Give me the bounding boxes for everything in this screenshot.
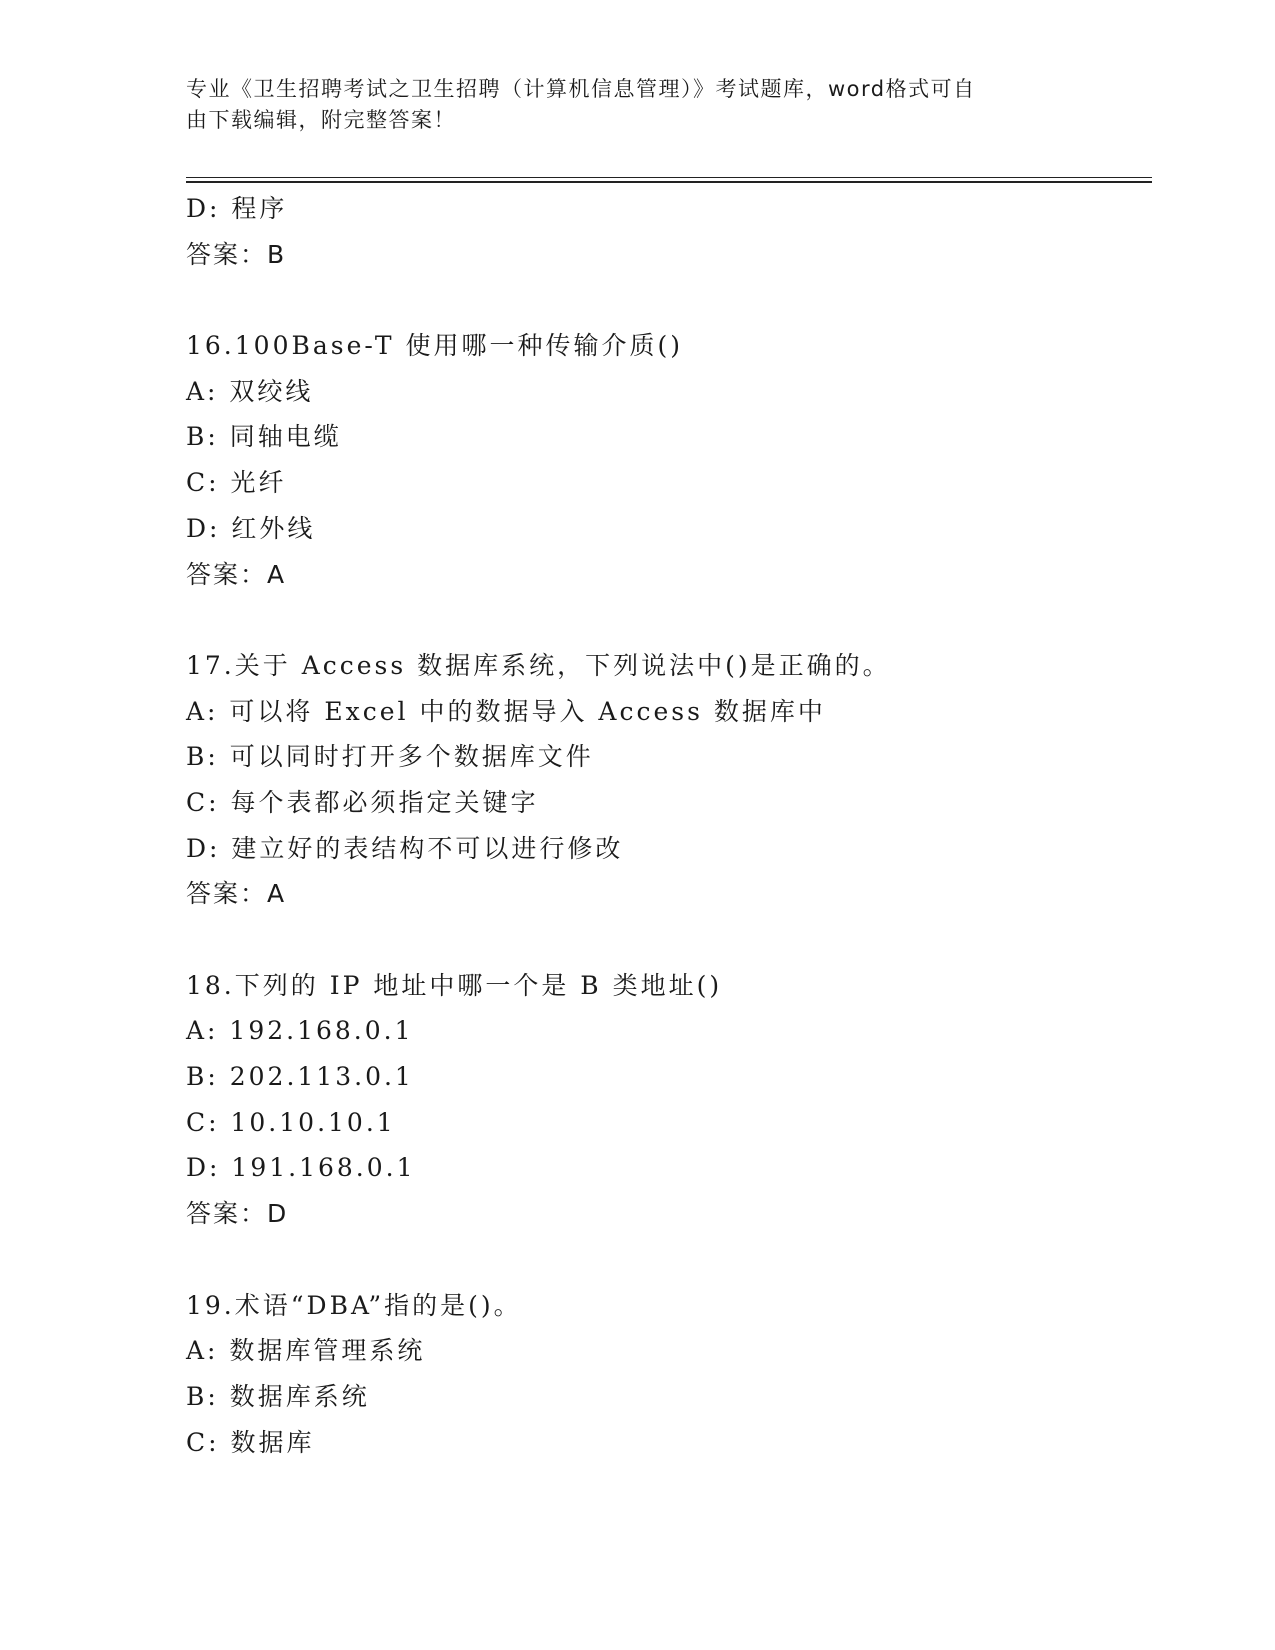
option-a: A: 双绞线: [186, 376, 314, 406]
option-b: B: 同轴电缆: [186, 422, 342, 452]
answer: 答案：D: [186, 1199, 289, 1229]
question-list: [186, 186, 1146, 1465]
option-a: A: 可以将 Excel 中的数据导入 Access 数据库中: [186, 696, 826, 726]
question-18: [186, 963, 1146, 1237]
option-b: B: 数据库系统: [186, 1381, 370, 1411]
option-c: C: 10.10.10.1: [186, 1107, 396, 1137]
option-d: D: 红外线: [186, 513, 316, 543]
header-rule-thick: [186, 181, 1152, 183]
document-header: [186, 74, 1066, 136]
answer-carryover: 答案：B: [186, 239, 287, 269]
spacer: [186, 597, 1146, 643]
option-b: B: 可以同时打开多个数据库文件: [186, 742, 594, 772]
question-stem: 16.100Base-T 使用哪一种传输介质(): [186, 331, 684, 361]
answer: 答案：A: [186, 879, 287, 909]
question-stem: 18.下列的 IP 地址中哪一个是 B 类地址(): [186, 970, 723, 1000]
option-b: B: 202.113.0.1: [186, 1062, 414, 1092]
question-16: [186, 323, 1146, 597]
spacer: [186, 1237, 1146, 1283]
question-stem: 19.术语“DBA”指的是()。: [186, 1290, 522, 1320]
option-d: D: 191.168.0.1: [186, 1153, 416, 1183]
spacer: [186, 917, 1146, 963]
option-a: A: 192.168.0.1: [186, 1016, 414, 1046]
option-d-carryover: D: 程序: [186, 194, 288, 223]
spacer: [186, 277, 1146, 323]
option-c: C: 光纤: [186, 468, 287, 498]
answer: 答案：A: [186, 559, 287, 589]
option-c: C: 每个表都必须指定关键字: [186, 787, 539, 817]
question-stem: 17.关于 Access 数据库系统，下列说法中()是正确的。: [186, 650, 891, 680]
option-a: A: 数据库管理系统: [186, 1336, 426, 1366]
option-c: C: 数据库: [186, 1427, 315, 1457]
header-line-2: 由下载编辑，附完整答案！: [186, 108, 456, 132]
header-rule-thin: [186, 177, 1152, 178]
question-19: [186, 1283, 1146, 1466]
question-17: [186, 643, 1146, 917]
header-line-1: 专业《卫生招聘考试之卫生招聘（计算机信息管理）》考试题库，word格式可自: [186, 77, 976, 101]
option-d: D: 建立好的表结构不可以进行修改: [186, 833, 624, 863]
